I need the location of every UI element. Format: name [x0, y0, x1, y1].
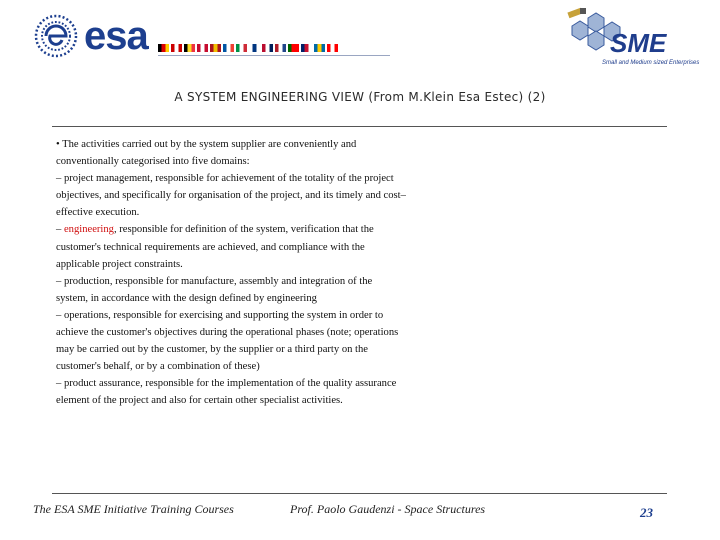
flag-icon [158, 44, 169, 52]
item-project-management: – project management, responsible for achievement of the totality of the project objectives, and specifically for organisation of the project, and its timely and cost–effective execution. [56, 173, 406, 219]
satellite-icon [567, 8, 586, 18]
flag-icon [327, 44, 338, 52]
flag-icon [184, 44, 195, 52]
flag-icon [275, 44, 286, 52]
intro-paragraph: • The activities carried out by the system supplier are conveniently and conventionally categorised into five domains: [56, 139, 357, 168]
page-number: 23 [640, 505, 653, 520]
item-operations: – operations, responsible for exercising and supporting the system in order to achieve the customer's objectives during the operational phases (note; operations may be carried out by the customer, by the supplier or a third party on the customer's behalf, or by a combination of these) [56, 309, 399, 373]
flag-icon [314, 44, 325, 52]
footer-course-title: The ESA SME Initiative Training Courses [33, 502, 234, 516]
item-engineering [56, 221, 406, 272]
flag-icon [223, 44, 234, 52]
item-product-assurance: – product assurance, responsible for the implementation of the quality assurance element of the project and also for certain other specialist activities. [56, 378, 397, 407]
flag-icon [171, 44, 182, 52]
item-engineering-dash: – [56, 224, 64, 236]
item-engineering-text: , responsible for definition of the system, verification that the customer's technical requirements are achieved, and compliance with the applicable project constraints. [56, 224, 374, 270]
engineering-keyword: engineering [63, 224, 114, 236]
flag-icon [301, 44, 312, 52]
esa-logo-rule [158, 55, 390, 56]
flag-icon [262, 44, 273, 52]
flag-icon [236, 44, 247, 52]
sme-wordmark: SME [610, 28, 667, 58]
sme-logo [560, 6, 700, 72]
member-state-flags [158, 44, 338, 52]
footer-author: Prof. Paolo Gaudenzi - Space Structures [290, 502, 486, 516]
sme-tagline: Small and Medium sized Enterprises [602, 60, 700, 66]
esa-globe-icon [36, 16, 76, 56]
flag-icon [288, 44, 299, 52]
flag-icon [197, 44, 208, 52]
slide-title: A SYSTEM ENGINEERING VIEW (From M.Klein Esa Estec) (2) [174, 90, 546, 104]
title-divider [52, 126, 667, 127]
flag-icon [249, 44, 260, 52]
esa-wordmark: esa [84, 14, 148, 58]
slide-body [56, 136, 406, 410]
flag-icon [210, 44, 221, 52]
footer-divider [52, 493, 667, 494]
item-production: – production, responsible for manufacture, assembly and integration of the system, in accordance with the design defined by engineering [56, 275, 373, 304]
